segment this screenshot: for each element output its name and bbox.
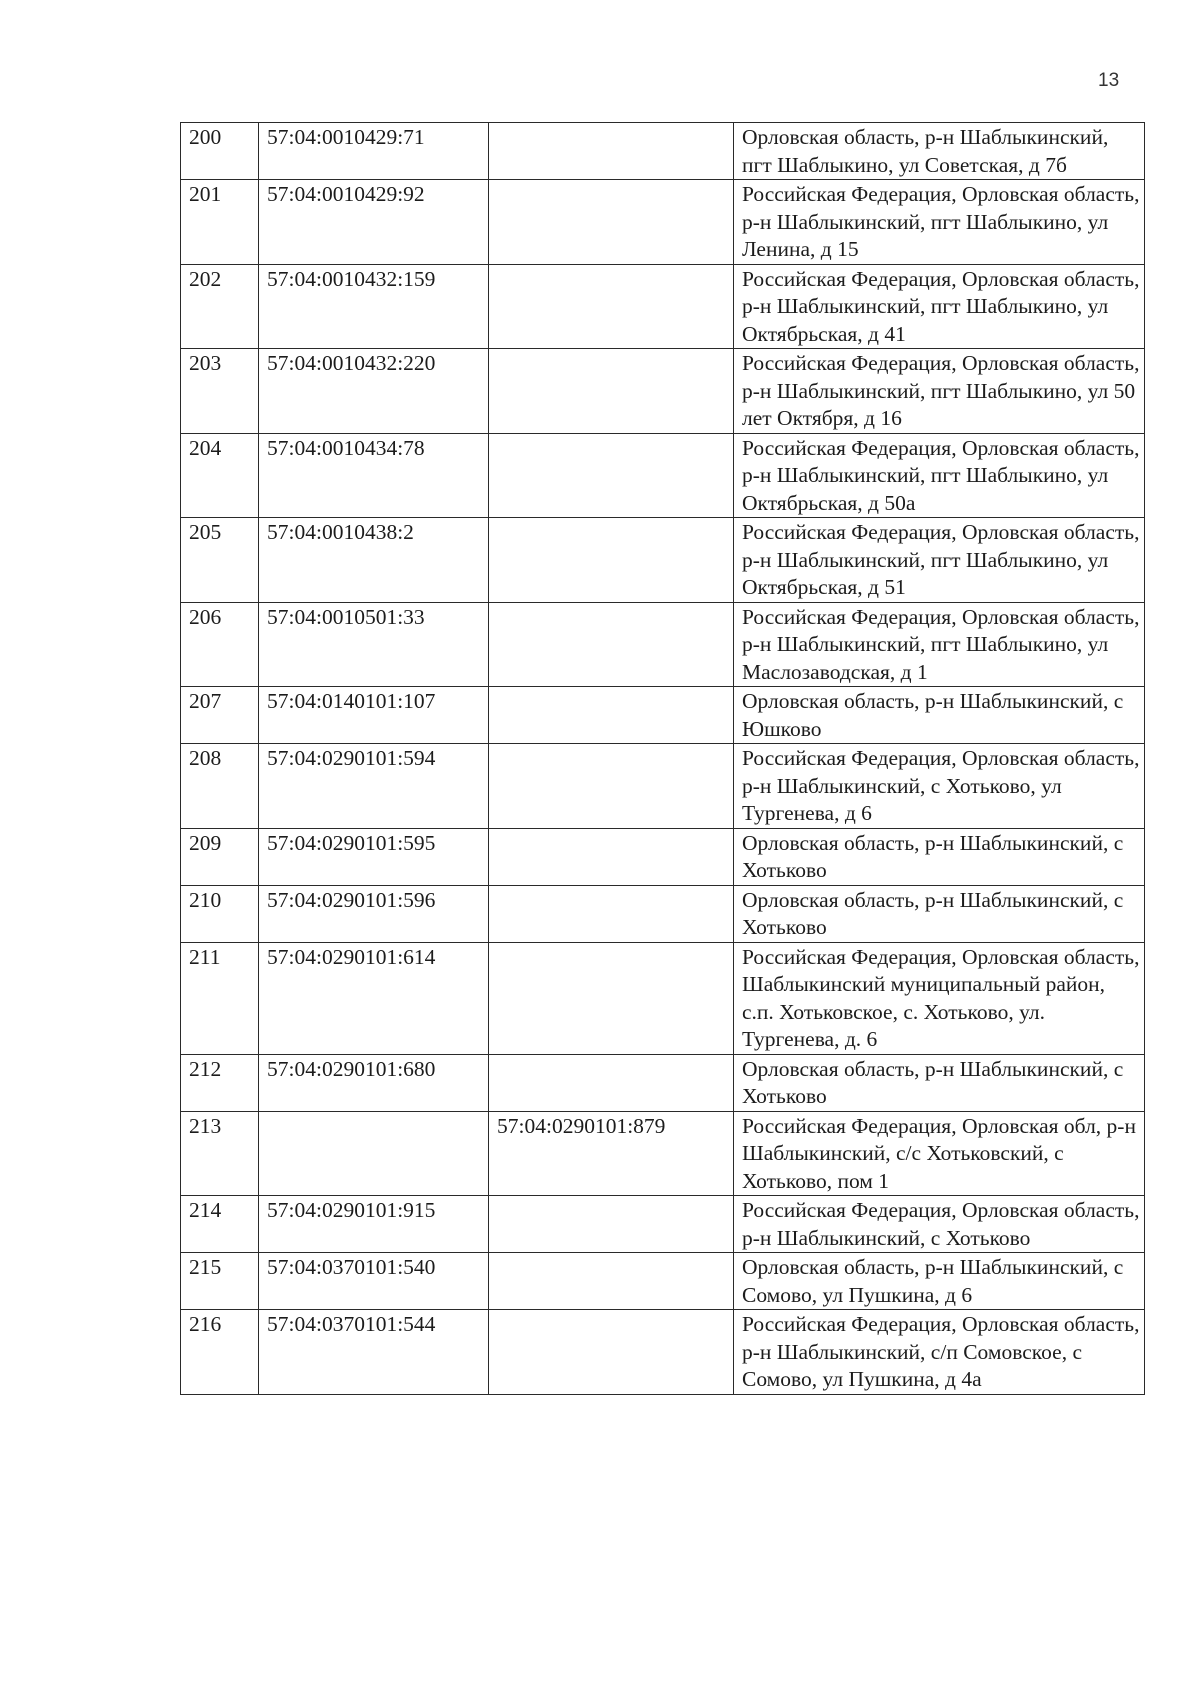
secondary-cadastral-number [489,1196,734,1253]
row-number: 207 [181,687,259,744]
row-number: 209 [181,828,259,885]
cadastral-number: 57:04:0010429:71 [259,123,489,180]
address: Российская Федерация, Орловская область, р-н Шаблыкинский, с Хотьково [734,1196,1145,1253]
secondary-cadastral-number [489,828,734,885]
table-row [181,349,1145,434]
row-number: 201 [181,180,259,265]
cadastral-number [259,1111,489,1196]
table-row [181,942,1145,1054]
row-number: 206 [181,602,259,687]
table-row [181,687,1145,744]
cadastral-number: 57:04:0140101:107 [259,687,489,744]
cadastral-number: 57:04:0290101:595 [259,828,489,885]
address: Орловская область, р-н Шаблыкинский, с Юшково [734,687,1145,744]
row-number: 210 [181,885,259,942]
cadastral-number: 57:04:0290101:915 [259,1196,489,1253]
address: Российская Федерация, Орловская область, р-н Шаблыкинский, пгт Шаблыкино, ул Октябрьская, д 41 [734,264,1145,349]
address: Российская Федерация, Орловская область, р-н Шаблыкинский, пгт Шаблыкино, ул Октябрьская, д 50а [734,433,1145,518]
secondary-cadastral-number [489,885,734,942]
table-row [181,885,1145,942]
row-number: 214 [181,1196,259,1253]
page-number: 13 [1098,70,1120,91]
table-row [181,264,1145,349]
cadastral-number: 57:04:0370101:540 [259,1253,489,1310]
cadastral-number: 57:04:0010432:220 [259,349,489,434]
address: Орловская область, р-н Шаблыкинский, с Хотьково [734,885,1145,942]
row-number: 213 [181,1111,259,1196]
row-number: 216 [181,1310,259,1395]
cadastral-number: 57:04:0010432:159 [259,264,489,349]
table-row [181,1111,1145,1196]
secondary-cadastral-number [489,1253,734,1310]
table-row [181,744,1145,829]
cadastral-number: 57:04:0290101:680 [259,1054,489,1111]
row-number: 211 [181,942,259,1054]
row-number: 212 [181,1054,259,1111]
table-row [181,1253,1145,1310]
table-row [181,518,1145,603]
secondary-cadastral-number [489,687,734,744]
cadastral-number: 57:04:0290101:594 [259,744,489,829]
table-row [181,602,1145,687]
cadastral-number: 57:04:0290101:596 [259,885,489,942]
property-table [180,122,1145,1395]
secondary-cadastral-number [489,1310,734,1395]
table-row [181,180,1145,265]
row-number: 204 [181,433,259,518]
cadastral-number: 57:04:0010434:78 [259,433,489,518]
address: Российская Федерация, Орловская область, р-н Шаблыкинский, с/п Сомовское, с Сомово, ул Пушкина, д 4а [734,1310,1145,1395]
secondary-cadastral-number [489,518,734,603]
row-number: 208 [181,744,259,829]
row-number: 202 [181,264,259,349]
secondary-cadastral-number [489,942,734,1054]
row-number: 200 [181,123,259,180]
cadastral-number: 57:04:0010438:2 [259,518,489,603]
table-row [181,1310,1145,1395]
address: Орловская область, р-н Шаблыкинский, пгт Шаблыкино, ул Советская, д 7б [734,123,1145,180]
address: Российская Федерация, Орловская область, Шаблыкинский муниципальный район, с.п. Хотьковское, с. Хотьково, ул. Тургенева, д. 6 [734,942,1145,1054]
address: Российская Федерация, Орловская обл, р-н Шаблыкинский, с/с Хотьковский, с Хотьково, пом 1 [734,1111,1145,1196]
table-row [181,123,1145,180]
secondary-cadastral-number [489,1054,734,1111]
address: Орловская область, р-н Шаблыкинский, с Сомово, ул Пушкина, д 6 [734,1253,1145,1310]
row-number: 205 [181,518,259,603]
table-row [181,828,1145,885]
secondary-cadastral-number [489,123,734,180]
address: Российская Федерация, Орловская область, р-н Шаблыкинский, с Хотьково, ул Тургенева, д 6 [734,744,1145,829]
secondary-cadastral-number [489,744,734,829]
secondary-cadastral-number [489,180,734,265]
address: Российская Федерация, Орловская область, р-н Шаблыкинский, пгт Шаблыкино, ул 50 лет Октября, д 16 [734,349,1145,434]
cadastral-number: 57:04:0010429:92 [259,180,489,265]
cadastral-number: 57:04:0010501:33 [259,602,489,687]
row-number: 203 [181,349,259,434]
address: Орловская область, р-н Шаблыкинский, с Хотьково [734,1054,1145,1111]
secondary-cadastral-number [489,349,734,434]
row-number: 215 [181,1253,259,1310]
secondary-cadastral-number [489,433,734,518]
address: Российская Федерация, Орловская область, р-н Шаблыкинский, пгт Шаблыкино, ул Ленина, д 15 [734,180,1145,265]
secondary-cadastral-number [489,602,734,687]
table-row [181,433,1145,518]
property-table-body [181,123,1145,1395]
table-row [181,1054,1145,1111]
secondary-cadastral-number: 57:04:0290101:879 [489,1111,734,1196]
cadastral-number: 57:04:0370101:544 [259,1310,489,1395]
address: Российская Федерация, Орловская область, р-н Шаблыкинский, пгт Шаблыкино, ул Октябрьская, д 51 [734,518,1145,603]
address: Российская Федерация, Орловская область, р-н Шаблыкинский, пгт Шаблыкино, ул Маслозаводская, д 1 [734,602,1145,687]
table-row [181,1196,1145,1253]
cadastral-number: 57:04:0290101:614 [259,942,489,1054]
secondary-cadastral-number [489,264,734,349]
address: Орловская область, р-н Шаблыкинский, с Хотьково [734,828,1145,885]
